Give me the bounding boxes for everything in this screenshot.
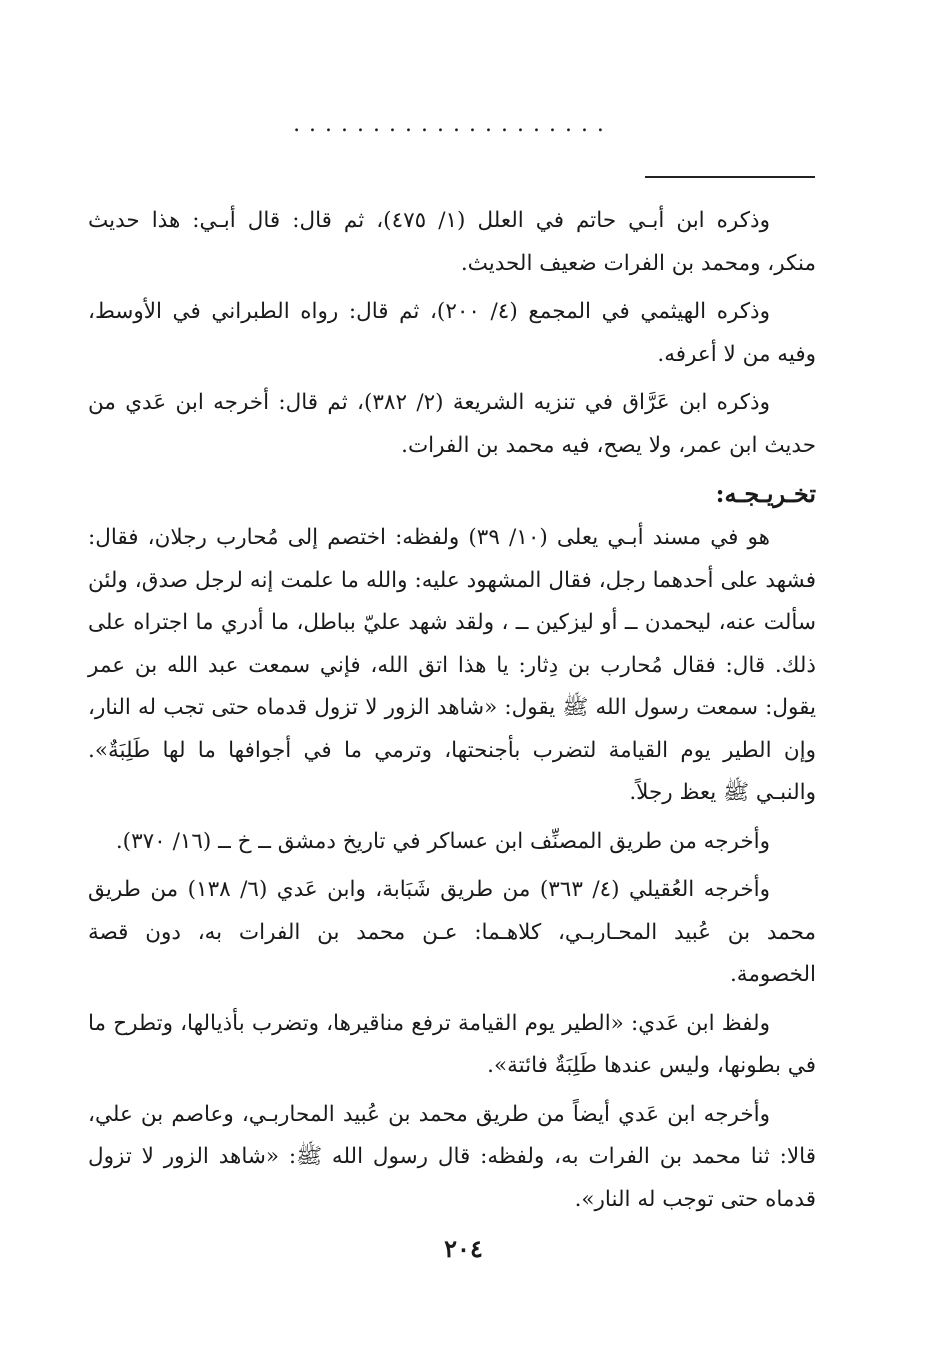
paragraph bbox=[88, 200, 816, 285]
text-line: ذلك. قال: فقال مُحارب بن دِثار: يا هذا اتق الله، فإني سمعت عبد الله بن عمر bbox=[88, 652, 816, 678]
page-content bbox=[88, 200, 816, 1227]
paragraph bbox=[88, 291, 816, 376]
text-line: قالا: ثنا محمد بن الفرات به، ولفظه: قال رسول الله ﷺ: «شاهد الزور لا تزول bbox=[88, 1144, 816, 1169]
text-line: وأخرجه من طريق المصنِّف ابن عساكر في تاريخ دمشق ــ خ ــ (١٦/ ٣٧٠). bbox=[115, 828, 770, 854]
paragraph bbox=[88, 1003, 816, 1088]
text-line: ولفظ ابن عَدي: «الطير يوم القيامة ترفع مناقيرها، وتضرب بأذيالها، وتطرح ما bbox=[88, 1010, 770, 1036]
text-line: وذكره ابن عَرَّاق في تنزيه الشريعة (٢/ ٣٨٢)، ثم قال: أخرجه ابن عَدي من bbox=[88, 390, 770, 415]
text-line: في بطونها، وليس عندها طَلِبَةٌ فائتة». bbox=[487, 1053, 816, 1078]
text-line: يقول: سمعت رسول الله ﷺ يقول: «شاهد الزور لا تزول قدماه حتى تجب له النار، bbox=[88, 695, 816, 720]
text-line: محمد بن عُبيد المحـاربـي، كلاهـما: عـن محمد بن الفرات به، دون قصة bbox=[88, 919, 816, 945]
text-line: وأخرجه العُقيلي (٤/ ٣٦٣) من طريق شَبَابة، وابن عَدي (٦/ ١٣٨) من طريق bbox=[88, 877, 771, 902]
paragraph bbox=[88, 821, 816, 864]
paragraph bbox=[88, 869, 816, 997]
text-line: سألت عنه، ليحمدن ــ أو ليزكين ــ ، ولقد شهد عليّ بباطل، ما أدري ما اجتراه على bbox=[88, 610, 816, 635]
text-line: وأخرجه ابن عَدي أيضاً من طريق محمد بن عُبيد المحاربـي، وعاصم بن علي، bbox=[88, 1101, 770, 1127]
text-line: وإن الطير يوم القيامة لتضرب بأجنحتها، وترمي ما في أجوافها ما لها طَلِبَةٌ». bbox=[88, 737, 816, 763]
text-line: والنبـي ﷺ يعظ رجلاً. bbox=[629, 780, 816, 805]
paragraph bbox=[88, 382, 816, 467]
footnote-rule bbox=[645, 176, 815, 178]
text-line: حديث ابن عمر، ولا يصح، فيه محمد بن الفرات. bbox=[401, 432, 816, 458]
intro-section bbox=[88, 200, 816, 467]
text-line: هو في مسند أبـي يعلى (١٠/ ٣٩) ولفظه: اختصم إلى مُحارب رجلان، فقال: bbox=[88, 525, 770, 550]
text-line: الخصومة. bbox=[729, 962, 816, 987]
paragraph bbox=[88, 517, 816, 815]
paragraph bbox=[88, 1094, 816, 1222]
dotted-separator: .................... bbox=[293, 112, 613, 132]
text-line: فشهد على أحدهما رجل، فقال المشهود عليه: والله ما علمت إنه لرجل صدق، ولئن bbox=[88, 567, 816, 593]
text-line: قدماه حتى توجب له النار». bbox=[574, 1186, 816, 1212]
text-line: وذكره الهيثمي في المجمع (٤/ ٢٠٠)، ثم قال: رواه الطبراني في الأوسط، bbox=[88, 299, 771, 324]
text-line: منكر، ومحمد بن الفرات ضعيف الحديث. bbox=[460, 250, 816, 276]
takhrij-section bbox=[88, 517, 816, 1221]
section-heading-takhrij: تخـريـجـه: bbox=[715, 479, 816, 508]
page-number: ٢٠٤ bbox=[444, 1234, 483, 1263]
text-line: وذكره ابن أبـي حاتم في العلل (١/ ٤٧٥)، ثم قال: قال أبـي: هذا حديث bbox=[88, 208, 770, 233]
text-line: وفيه من لا أعرفه. bbox=[657, 341, 816, 367]
